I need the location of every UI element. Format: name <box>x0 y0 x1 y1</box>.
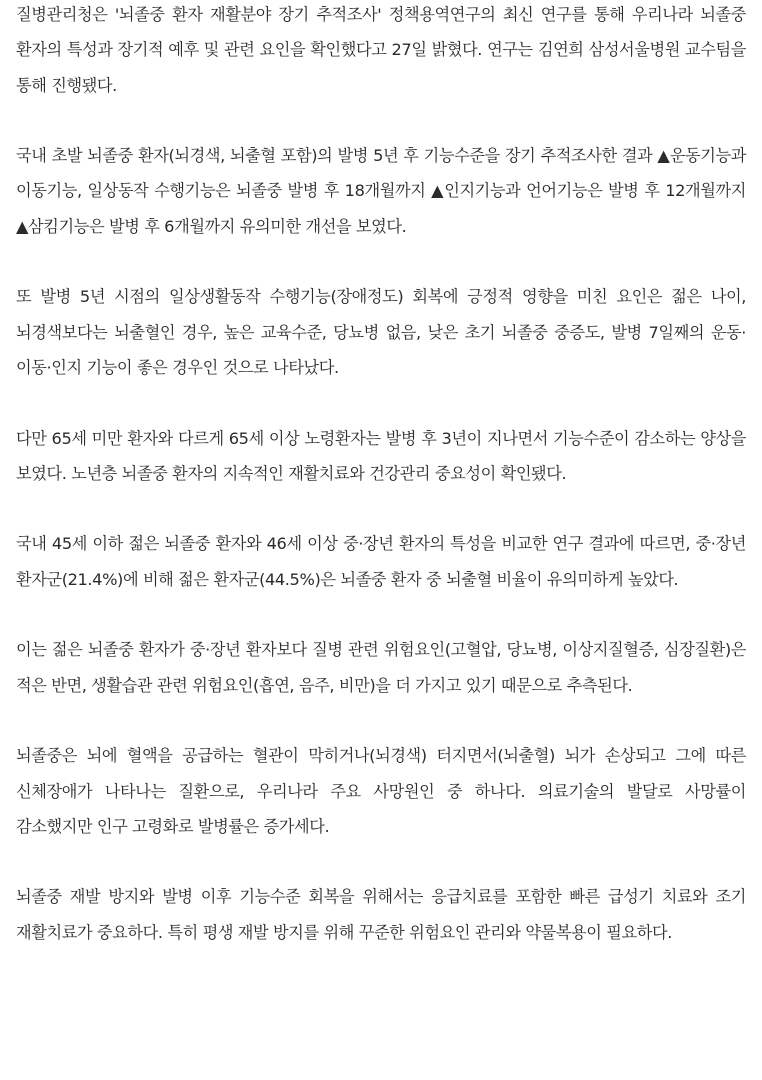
article-body <box>16 0 746 950</box>
paragraph-2: 국내 초발 뇌졸중 환자(뇌경색, 뇌출혈 포함)의 발병 5년 후 기능수준을 장기 추적조사한 결과 ▲운동기능과 이동기능, 일상동작 수행기능은 뇌졸중 발병 후 18개월까지 ▲인지기능과 언어기능은 발병 후 12개월까지 ▲삼킴기능은 발병 후 6개월까지 유의미한 개선을 보였다. <box>16 146 746 236</box>
paragraph-7: 뇌졸중은 뇌에 혈액을 공급하는 혈관이 막히거나(뇌경색) 터지면서(뇌출혈) 뇌가 손상되고 그에 따른 신체장애가 나타나는 질환으로, 우리나라 주요 사망원인 중 하나다. 의료기술의 발달로 사망률이 감소했지만 인구 고령화로 발병률은 증가세다. <box>16 746 746 836</box>
paragraph-3: 또 발병 5년 시점의 일상생활동작 수행기능(장애정도) 회복에 긍정적 영향을 미친 요인은 젊은 나이, 뇌경색보다는 뇌출혈인 경우, 높은 교육수준, 당뇨병 없음, 낮은 초기 뇌졸중 중증도, 발병 7일째의 운동·이동·인지 기능이 좋은 경우인 것으로 나타났다. <box>16 287 746 377</box>
paragraph-4: 다만 65세 미만 환자와 다르게 65세 이상 노령환자는 발병 후 3년이 지나면서 기능수준이 감소하는 양상을 보였다. 노년층 뇌졸중 환자의 지속적인 재활치료와 건강관리 중요성이 확인됐다. <box>16 428 746 483</box>
paragraph-8: 뇌졸중 재발 방지와 발병 이후 기능수준 회복을 위해서는 응급치료를 포함한 빠른 급성기 치료와 조기 재활치료가 중요하다. 특히 평생 재발 방지를 위해 꾸준한 위험요인 관리와 약물복용이 필요하다. <box>16 887 746 942</box>
paragraph-1: 질병관리청은 '뇌졸중 환자 재활분야 장기 추적조사' 정책용역연구의 최신 연구를 통해 우리나라 뇌졸중 환자의 특성과 장기적 예후 및 관련 요인을 확인했다고 27일 밝혔다. 연구는 김연희 삼성서울병원 교수팀을 통해 진행됐다. <box>16 5 746 95</box>
paragraph-6: 이는 젊은 뇌졸중 환자가 중·장년 환자보다 질병 관련 위험요인(고혈압, 당뇨병, 이상지질혈증, 심장질환)은 적은 반면, 생활습관 관련 위험요인(흡연, 음주, 비만)을 더 가지고 있기 때문으로 추측된다. <box>16 640 746 695</box>
paragraph-5: 국내 45세 이하 젊은 뇌졸중 환자와 46세 이상 중·장년 환자의 특성을 비교한 연구 결과에 따르면, 중·장년 환자군(21.4%)에 비해 젊은 환자군(44.5%)은 뇌졸중 환자 중 뇌출혈 비율이 유의미하게 높았다. <box>16 534 746 589</box>
